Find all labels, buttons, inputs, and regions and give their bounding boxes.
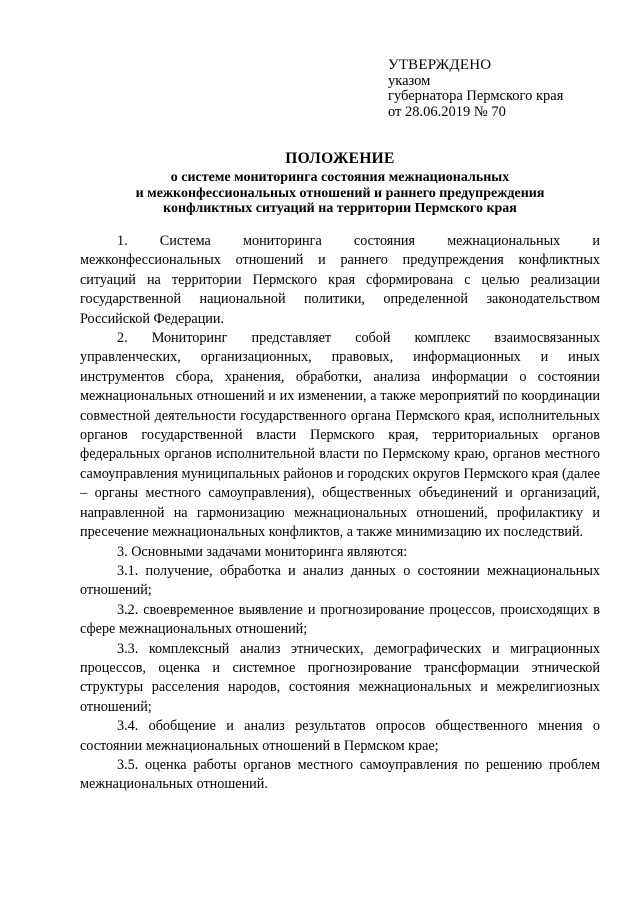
- subtitle-line-3: конфликтных ситуаций на территории Пермского края: [163, 201, 517, 216]
- paragraph-2: 2. Мониторинг представляет собой комплекс взаимосвязанных управленческих, организационных, правовых, информационных и иных инструментов сбора, хранения, обработки, анализа информации о состоянии межнациональных отношений и их изменении, а также мероприятий по координации совместной деятельности государственного органа Пермского края, исполнительных органов государственной власти Пермского края, территориальных органов федеральных органов исполнительной власти по Пермскому краю, органов местного самоуправления муниципальных районов и городских округов Пермского края (далее – органы местного самоуправления), общественных объединений и организаций, направленной на гармонизацию межнациональных отношений, профилактику и пресечение межнациональных конфликтов, а также минимизацию их последствий.: [80, 330, 600, 541]
- paragraph-3-4: 3.4. обобщение и анализ результатов опросов общественного мнения о состоянии межнациональных отношений в Пермском крае;: [80, 718, 600, 754]
- document-title: ПОЛОЖЕНИЕ: [285, 150, 395, 167]
- paragraph-3-3: 3.3. комплексный анализ этнических, демографических и миграционных процессов, оценка и системное прогнозирование трансформации этнической структуры расселения народов, состояния межнациональных и межрелигиозных отношений;: [80, 640, 600, 715]
- approval-block: [388, 58, 563, 120]
- document-subtitle: [80, 170, 600, 217]
- subtitle-line-1: о системе мониторинга состояния межнациональных: [170, 170, 510, 185]
- paragraph-1: 1. Система мониторинга состояния межнациональных и межконфессиональных отношений и раннего предупреждения конфликтных ситуаций на территории Пермского края сформирована с целью реализации государственной национальной политики, определенной законодательством Российской Федерации.: [80, 233, 600, 327]
- paragraph-3-5: 3.5. оценка работы органов местного самоуправления по решению проблем межнациональных отношений.: [80, 756, 600, 793]
- document-body: [80, 232, 600, 795]
- paragraph-3-2: 3.2. своевременное выявление и прогнозирование процессов, происходящих в сфере межнациональных отношений;: [80, 601, 600, 638]
- approval-line-1: указом: [388, 72, 431, 89]
- paragraph-3-1: 3.1. получение, обработка и анализ данных о состоянии межнациональных отношений;: [80, 562, 600, 599]
- approval-line-3: от 28.06.2019 № 70: [388, 103, 506, 120]
- approval-stamp: УТВЕРЖДЕНО: [388, 57, 492, 73]
- approval-line-2: губернатора Пермского края: [388, 88, 564, 104]
- subtitle-line-2: и межконфессиональных отношений и раннего предупреждения: [135, 185, 545, 201]
- paragraph-3: 3. Основными задачами мониторинга являются:: [117, 543, 408, 560]
